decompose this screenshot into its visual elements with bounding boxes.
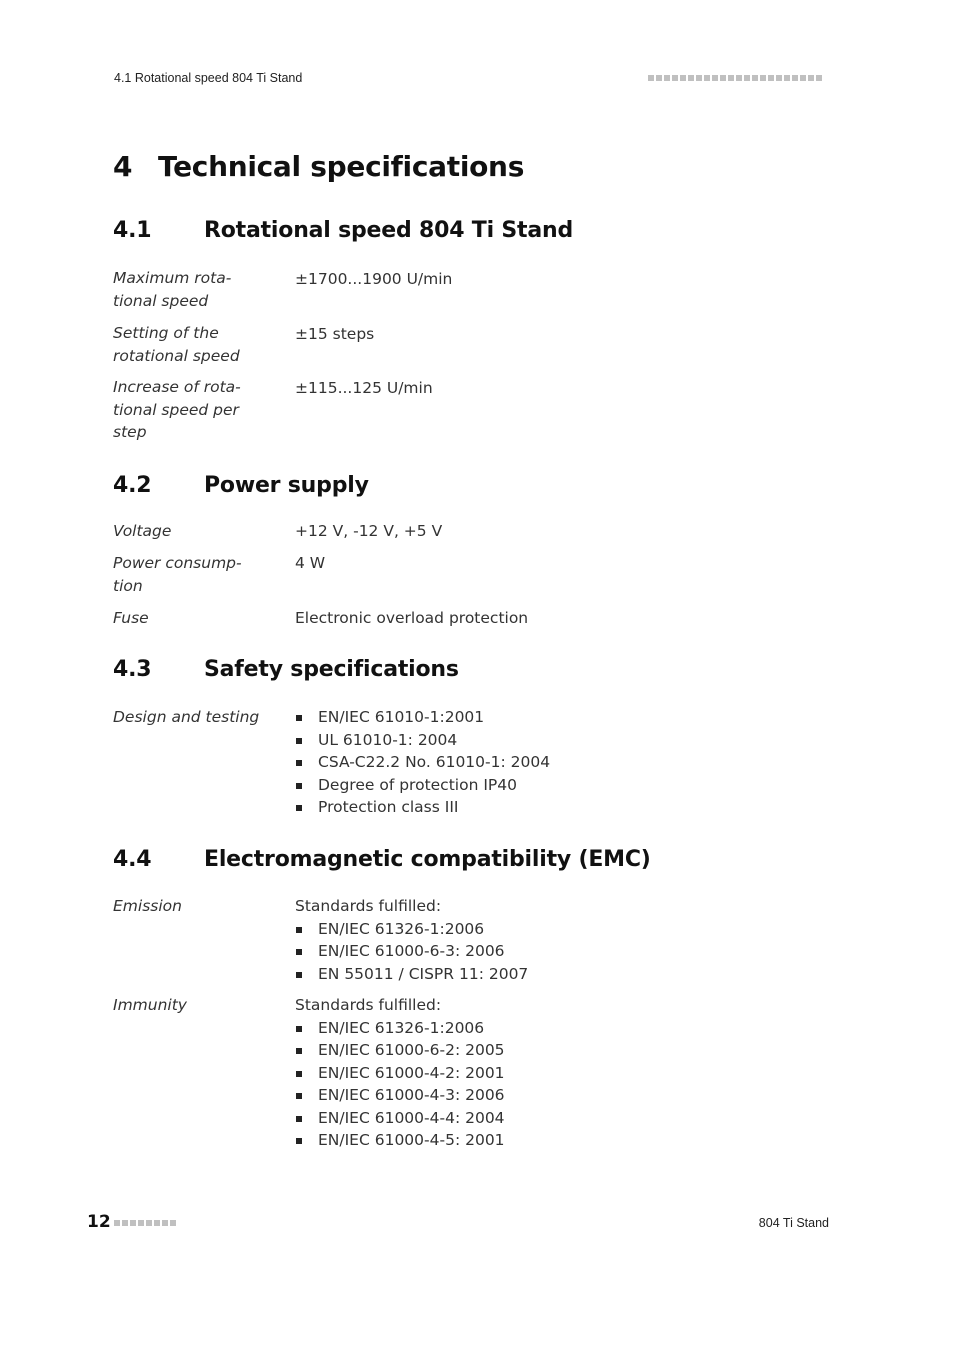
footer-dot-bar <box>114 1220 176 1226</box>
spec-value-voltage: +12 V, -12 V, +5 V <box>295 522 443 540</box>
page-number: 12 <box>87 1212 111 1232</box>
section-title: Power supply <box>204 473 369 498</box>
spec-label-max-speed: Maximum rota- tional speed <box>113 269 232 310</box>
list-item: EN/IEC 61010-1:2001 <box>295 706 550 729</box>
section-title: Rotational speed 804 Ti Stand <box>204 218 573 243</box>
emission-standards-list <box>295 918 528 986</box>
list-item: EN/IEC 61000-6-3: 2006 <box>295 940 528 963</box>
list-item: EN/IEC 61000-4-3: 2006 <box>295 1084 505 1107</box>
immunity-intro: Standards fulfilled: <box>295 996 442 1014</box>
list-item: CSA-C22.2 No. 61010-1: 2004 <box>295 751 550 774</box>
safety-standards-list-container <box>295 706 550 819</box>
emission-intro: Standards fulfilled: <box>295 897 442 915</box>
list-item: EN/IEC 61000-4-4: 2004 <box>295 1107 505 1130</box>
spec-label-design-testing: Design and testing <box>113 708 260 726</box>
list-item: EN/IEC 61000-4-2: 2001 <box>295 1062 505 1085</box>
section-title: Electromagnetic compatibility (EMC) <box>204 847 651 872</box>
spec-label-emission: Emission <box>113 897 182 915</box>
section-number: 4.3 <box>113 657 152 682</box>
spec-value-fuse: Electronic overload protection <box>295 609 529 627</box>
spec-value-power-consumption: 4 W <box>295 554 326 572</box>
chapter-number: 4 <box>113 150 133 183</box>
spec-value-speed-setting: ±15 steps <box>295 325 375 343</box>
list-item: Degree of protection IP40 <box>295 774 550 797</box>
spec-label-fuse: Fuse <box>113 609 149 627</box>
emission-block <box>295 895 528 985</box>
list-item: Protection class III <box>295 796 550 819</box>
header-dot-bar <box>648 75 822 81</box>
list-item: EN/IEC 61326-1:2006 <box>295 1017 505 1040</box>
section-heading-4-3 <box>113 657 459 682</box>
spec-label-speed-increase: Increase of rota- tional speed per step <box>113 378 241 441</box>
spec-label-voltage: Voltage <box>113 522 172 540</box>
footer-product-name: 804 Ti Stand <box>758 1216 829 1230</box>
list-item: EN/IEC 61326-1:2006 <box>295 918 528 941</box>
list-item: UL 61010-1: 2004 <box>295 729 550 752</box>
spec-value-max-speed: ±1700...1900 U/min <box>295 270 453 288</box>
list-item: EN/IEC 61000-6-2: 2005 <box>295 1039 505 1062</box>
running-header: 4.1 Rotational speed 804 Ti Stand <box>114 71 303 85</box>
section-number: 4.2 <box>113 473 152 498</box>
chapter-title-text: Technical specifications <box>158 150 525 183</box>
section-number: 4.4 <box>113 847 152 872</box>
spec-label-power-consumption: Power consump- tion <box>113 554 242 595</box>
list-item: EN/IEC 61000-4-5: 2001 <box>295 1129 505 1152</box>
section-heading-4-4 <box>113 847 651 872</box>
list-item: EN 55011 / CISPR 11: 2007 <box>295 963 528 986</box>
chapter-title <box>113 150 524 183</box>
safety-standards-list <box>295 706 550 819</box>
section-heading-4-2 <box>113 473 369 498</box>
section-number: 4.1 <box>113 218 152 243</box>
spec-value-speed-increase: ±115...125 U/min <box>295 379 433 397</box>
section-heading-4-1 <box>113 218 573 243</box>
section-title: Safety specifications <box>204 657 459 682</box>
immunity-block <box>295 994 505 1152</box>
spec-label-speed-setting: Setting of the rotational speed <box>113 324 240 365</box>
immunity-standards-list <box>295 1017 505 1152</box>
spec-label-immunity: Immunity <box>113 996 187 1014</box>
